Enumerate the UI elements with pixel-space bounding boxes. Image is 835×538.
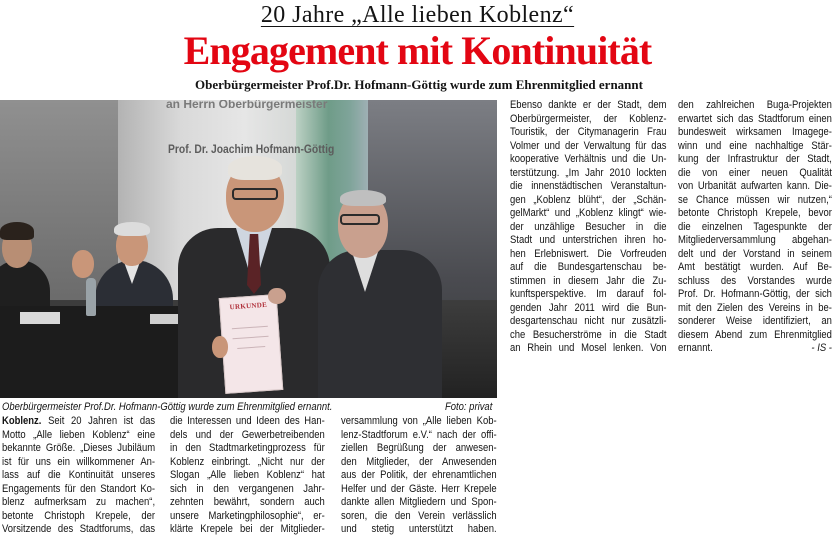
text-line: soren, die den Verein verlässlich xyxy=(341,509,497,522)
text-line: gelMarkt“ und „Koblenz klingt“ wie- xyxy=(510,207,667,219)
honoree-hand xyxy=(212,336,228,358)
text-line xyxy=(2,415,155,429)
text-line: desgartenschau nicht nur zusätzli- xyxy=(510,315,667,327)
text-line: in den Stadtmarketingprozess für xyxy=(170,442,325,454)
presenter-hand xyxy=(268,288,286,304)
text-line: delt und der Vorstand in seinem xyxy=(678,247,832,260)
text-line: diesem Abend zum Ehrenmitglied xyxy=(678,328,832,341)
text-line: Oberbürgermeister, der Koblenz- xyxy=(510,112,667,125)
presenter-body xyxy=(318,250,442,398)
photo-caption: Oberbürgermeister Prof.Dr. Hofmann-Göttig wurde zum Ehrenmitglied ernannt. xyxy=(2,401,333,413)
text-line-content: ernannt. xyxy=(678,342,713,354)
article-column-1 xyxy=(2,415,155,537)
text-line: die innenstädtischen Veranstaltun- xyxy=(510,180,667,192)
text-line: unsere Marketingphilosophie“, er- xyxy=(170,509,325,522)
article-headline: Engagement mit Kontinuität xyxy=(183,28,652,73)
screen-text-line-2: Prof. Dr. Joachim Hofmann-Göttig xyxy=(168,142,335,156)
text-line: Mitgliederversammlung abgehan- xyxy=(678,234,832,246)
text-line: von Urbanität aufwarten kann. Die- xyxy=(678,180,832,192)
author-initials: - IS - xyxy=(811,342,832,354)
text-line: schluss des Vorstandes wurde xyxy=(678,274,832,287)
text-line: betonte Christoph Krepele, der xyxy=(2,509,156,522)
column-lines xyxy=(510,99,667,356)
article-column-3 xyxy=(341,415,497,537)
text-line: lenz-Stadtforum e.V.“ nach der offi- xyxy=(341,428,497,441)
text-line: terstützung. „Im Jahr 2010 lockten xyxy=(510,166,667,179)
text-line: zehnten bewährt, sondern auch xyxy=(170,496,325,508)
article-column-4 xyxy=(510,99,667,356)
text-line: mit den Zielen des Vereins in be- xyxy=(678,301,832,314)
text-line: bundesweit wirksamen Imagege- xyxy=(678,126,832,138)
text-line: die von einer neuen Qualität xyxy=(678,166,832,179)
text-line: Motto „Alle lieben Koblenz“ eine xyxy=(2,428,156,441)
text-line: winn und eine nachhaltige Stär- xyxy=(678,139,832,152)
certificate-title: URKUNDE xyxy=(229,300,268,312)
certificate-text-line xyxy=(232,326,268,330)
text-line: Vorsitzende des Stadtforums, das xyxy=(2,523,156,535)
text-line: gen „Koblenz blüht“, der „Schän- xyxy=(510,193,667,206)
audience-person-1-hair xyxy=(0,222,34,240)
article-subheadline: Oberbürgermeister Prof.Dr. Hofmann-Göttig wurde zum Ehrenmitglied ernannt xyxy=(195,77,643,92)
honoree-hair xyxy=(228,156,282,180)
column-lines xyxy=(678,99,832,342)
text-line: an Rhein und Mosel lenken. Von xyxy=(510,342,667,354)
text-line: blenz aufmerksam zu machen“, xyxy=(2,496,156,508)
dateline: Koblenz. xyxy=(2,415,42,427)
text-line: den zahlreichen Buga-Projekten xyxy=(678,99,832,111)
text-line: kung der Infrastruktur der Stadt, xyxy=(678,153,832,165)
text-line: klärte Krepele bei der Mitglieder- xyxy=(170,523,325,535)
text-line: ziellen Begrüßung der anwesen- xyxy=(341,442,497,454)
text-line: che Besucherströme in die Stadt xyxy=(510,328,667,341)
text-line: den Mitglieder, der Anwesenden xyxy=(341,455,497,468)
event-photo xyxy=(0,100,497,398)
text-line: sonderer Weise identifiziert, an xyxy=(678,315,832,327)
text-line: stimmen in diesem Jahr die Zu- xyxy=(510,274,667,287)
water-bottle xyxy=(86,278,96,316)
column-lines xyxy=(170,415,325,537)
text-line: Prof. Dr. Hofmann-Göttig, der sich xyxy=(678,288,832,300)
photo-credit: Foto: privat xyxy=(445,401,493,413)
text-line: kooperative Verhältnis und die Un- xyxy=(510,153,667,165)
text-line: Engagements für den Standort Ko- xyxy=(2,482,156,495)
text-line: Stadt und unterstrichen ihren ho- xyxy=(510,234,667,246)
audience-person-2-head xyxy=(72,250,94,278)
text-line: dankte allen Mitgliedern und Spon- xyxy=(341,496,497,508)
text-line: versammlung von „Alle lieben Kob- xyxy=(341,415,497,427)
text-line: Ebenso dankte er der Stadt, dem xyxy=(510,99,667,111)
text-line: der unzählige Besucher in die xyxy=(510,220,667,233)
text-line xyxy=(678,342,832,356)
text-line: dels und der Gewerbetreibenden xyxy=(170,428,325,441)
certificate-text-line xyxy=(237,346,265,349)
article-kicker: 20 Jahre „Alle lieben Koblenz“ xyxy=(260,2,575,28)
text-line: Koblenz einbringt. „Nicht nur der xyxy=(170,455,325,468)
text-line: kunftsperspektive. Im darauf fol- xyxy=(510,288,667,300)
text-line: die Interessen und Ideen des Han- xyxy=(170,415,325,427)
text-line: die einzelnen Tagespunkte der xyxy=(678,220,832,233)
text-line: und stetig unterstützt haben. xyxy=(341,523,497,535)
text-line: lass auf die Kontinuität unseres xyxy=(2,469,156,481)
presenter-hair xyxy=(340,190,386,206)
text-line: se Chance müssen wir nutzen,“ xyxy=(678,193,832,206)
text-line: genden Jahr 2011 wird die Bun- xyxy=(510,301,667,314)
text-line: betonte Christoph Krepele, bevor xyxy=(678,207,832,219)
table-paper xyxy=(150,314,178,324)
column-lines xyxy=(341,415,497,537)
text-line: ist für uns ein willkommener An- xyxy=(2,455,156,468)
certificate-text-line xyxy=(233,336,269,340)
honoree-glasses xyxy=(232,188,278,200)
text-line: Helfer und der Gäste. Herr Krepele xyxy=(341,482,497,495)
text-line-content: Seit 20 Jahren ist das xyxy=(48,415,156,427)
text-line: Touristik, der Citymanagerin Frau xyxy=(510,126,667,138)
text-line: Amt bestätigt wurden. Auf Be- xyxy=(678,261,832,273)
table-paper xyxy=(20,312,60,324)
text-line: sich in den vergangenen Jahr- xyxy=(170,482,325,495)
presenter-glasses xyxy=(340,214,380,225)
text-line: erwartet sich das Stadtforum einen xyxy=(678,112,832,125)
text-line: aus der Politik, der ehrenamtlichen xyxy=(341,469,497,481)
audience-person-3-hair xyxy=(114,222,150,236)
text-line: Slogan „Alle lieben Koblenz“ hat xyxy=(170,469,325,481)
text-line: auf die Bundesgartenschau be- xyxy=(510,261,667,273)
text-line: Volmer und der Verwaltung für das xyxy=(510,139,667,152)
text-line: hen Erlebniswert. Die Vorfreuden xyxy=(510,247,667,260)
certificate xyxy=(219,294,284,394)
text-line: bekannte Größe. „Dieses Jubiläum xyxy=(2,442,156,454)
article-column-5 xyxy=(678,99,832,356)
column-lines xyxy=(2,429,155,537)
screen-text-line-1: an Herrn Oberbürgermeister xyxy=(166,100,328,111)
article-column-2 xyxy=(170,415,325,537)
